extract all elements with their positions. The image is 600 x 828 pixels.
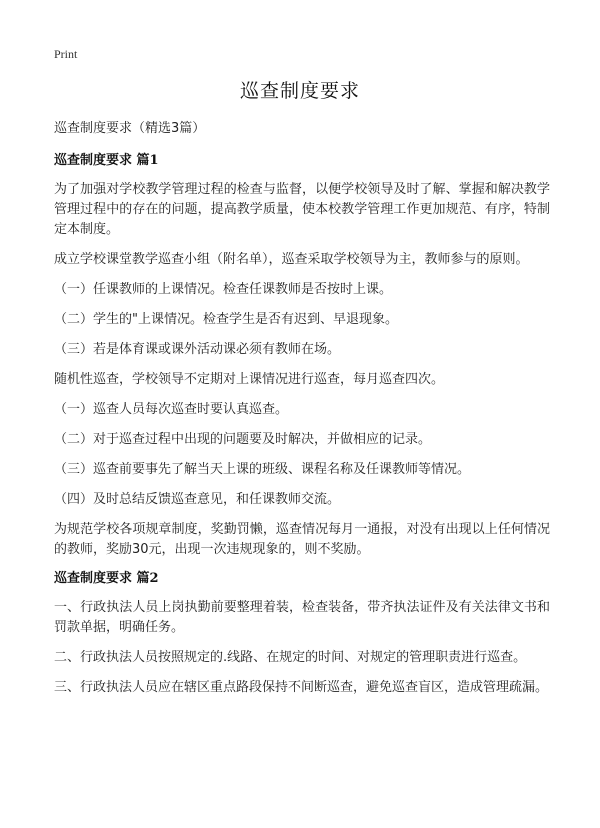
document-body [54, 120, 550, 708]
paragraph: 随机性巡查，学校领导不定期对上课情况进行巡查，每月巡查四次。 [54, 372, 445, 387]
paragraph: （一）巡查人员每次巡查时要认真巡查。 [54, 402, 289, 417]
page-title: 巡查制度要求 [239, 80, 360, 102]
section-heading: 巡查制度要求 篇2 [54, 571, 159, 586]
section-1 [54, 152, 550, 560]
section-heading: 巡查制度要求 篇1 [54, 153, 159, 168]
paragraph: （二）学生的"上课情况。检查学生是否有迟到、早退现象。 [54, 312, 398, 327]
print-link[interactable]: Print [54, 47, 78, 61]
paragraph: （三）巡查前要事先了解当天上课的班级、课程名称及任课教师等情况。 [54, 462, 471, 477]
section-2 [54, 570, 550, 698]
paragraph: （二）对于巡查过程中出现的问题要及时解决，并做相应的记录。 [54, 432, 432, 447]
paragraph: （三）若是体育课或课外活动课必须有教师在场。 [54, 342, 341, 357]
paragraph: 为规范学校各项规章制度，奖勤罚懒，巡查情况每月一通报，对没有出现以上任何情况的教师，奖励30元，出现一次违规现象的，则不奖励。 [54, 522, 550, 557]
document-subtitle: 巡查制度要求（精选3篇） [54, 121, 206, 136]
paragraph: 三、行政执法人员应在辖区重点路段保持不间断巡查，避免巡查盲区，造成管理疏漏。 [54, 680, 549, 695]
paragraph: 成立学校课堂教学巡查小组（附名单），巡查采取学校领导为主，教师参与的原则。 [54, 252, 529, 267]
paragraph: 一、行政执法人员上岗执勤前要整理着装，检查装备，带齐执法证件及有关法律文书和罚款单据，明确任务。 [54, 600, 550, 635]
paragraph: 二、行政执法人员按照规定的.线路、在规定的时间、对规定的管理职责进行巡查。 [54, 650, 527, 665]
paragraph: 为了加强对学校教学管理过程的检查与监督，以便学校领导及时了解、掌握和解决教学管理过程中的存在的问题，提高教学质量，使本校教学管理工作更加规范、有序，特制定本制度。 [54, 182, 550, 237]
paragraph: （一）任课教师的上课情况。检查任课教师是否按时上课。 [54, 282, 393, 297]
paragraph: （四）及时总结反馈巡查意见，和任课教师交流。 [54, 492, 341, 507]
